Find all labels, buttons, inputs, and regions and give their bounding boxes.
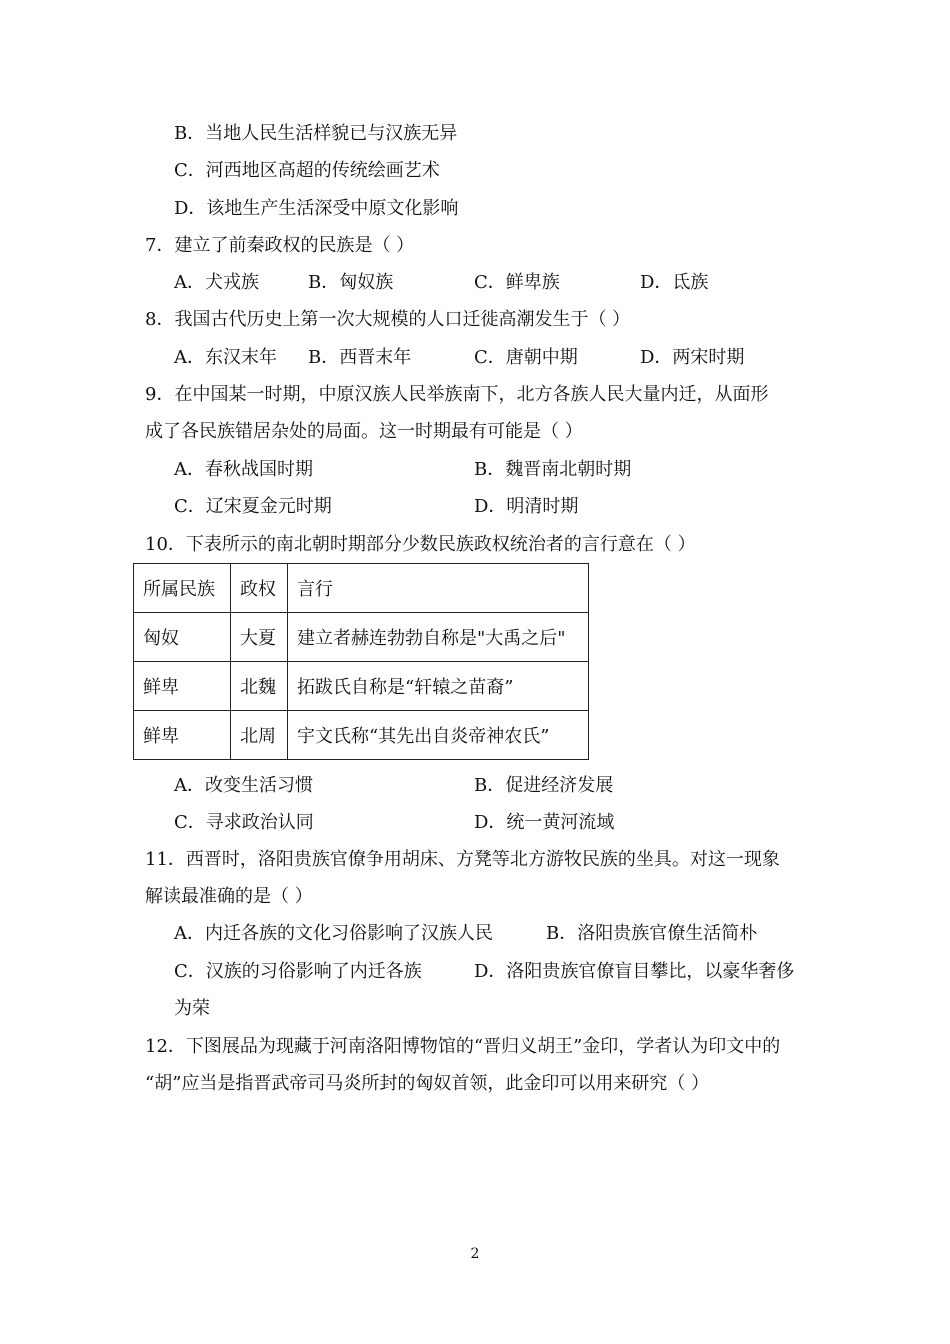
table-row — [134, 662, 589, 711]
q7-option-b: B．匈奴族 — [308, 272, 394, 293]
table-cell: 鲜卑 — [134, 711, 231, 760]
table-cell: 建立者赫连勃勃自称是"大禹之后" — [288, 613, 589, 662]
q8-option-a: A．东汉末年 — [174, 347, 277, 368]
table-cell: 北魏 — [231, 662, 288, 711]
q9-stem-line1: 9．在中国某一时期，中原汉族人民举族南下，北方各族人民大量内迁，从面形 — [145, 384, 769, 405]
q6-option-c: C．河西地区高超的传统绘画艺术 — [174, 160, 440, 181]
q10-option-a: A．改变生活习惯 — [174, 775, 313, 796]
table-cell: 宇文氏称“其先出自炎帝神农氏” — [288, 711, 589, 760]
q11-option-a: A．内迁各族的文化习俗影响了汉族人民 — [174, 923, 493, 944]
q10-option-d: D．统一黄河流域 — [474, 812, 615, 833]
table-row — [134, 613, 589, 662]
table-cell: 拓跋氏自称是“轩辕之苗裔” — [288, 662, 589, 711]
q10-option-c: C．寻求政治认同 — [174, 812, 314, 833]
table-header-cell: 所属民族 — [134, 564, 231, 613]
table-cell: 北周 — [231, 711, 288, 760]
table-header-cell: 言行 — [288, 564, 589, 613]
q10-option-b: B．促进经济发展 — [474, 775, 614, 796]
q9-option-d: D．明清时期 — [474, 496, 579, 517]
table-row — [134, 711, 589, 760]
q11-stem-line1: 11．西晋时，洛阳贵族官僚争用胡床、方凳等北方游牧民族的坐具。对这一现象 — [145, 849, 780, 870]
q12-stem-line1: 12．下图展品为现藏于河南洛阳博物馆的“晋归义胡王”金印，学者认为印文中的 — [145, 1036, 781, 1057]
q9-stem-line2: 成了各民族错居杂处的局面。这一时期最有可能是（ ） — [145, 421, 583, 442]
q6-option-b: B．当地人民生活样貌已与汉族无异 — [174, 123, 458, 144]
table-cell: 大夏 — [231, 613, 288, 662]
q8-option-c: C．唐朝中期 — [474, 347, 578, 368]
page-number: 2 — [470, 1246, 480, 1262]
q9-option-a: A．春秋战国时期 — [174, 459, 313, 480]
q11-stem-line2: 解读最准确的是（ ） — [145, 886, 313, 907]
q8-stem: 8．我国古代历史上第一次大规模的人口迁徙高潮发生于（ ） — [145, 309, 631, 330]
table-cell: 鲜卑 — [134, 662, 231, 711]
q11-option-d-line2: 为荣 — [174, 998, 210, 1019]
q11-option-d-line1: D．洛阳贵族官僚盲目攀比，以豪华奢侈 — [474, 961, 795, 982]
table-cell: 匈奴 — [134, 613, 231, 662]
q7-option-d: D．氐族 — [640, 272, 709, 293]
q9-option-c: C．辽宋夏金元时期 — [174, 496, 332, 517]
q9-option-b: B．魏晋南北朝时期 — [474, 459, 632, 480]
q8-option-b: B．西晋末年 — [308, 347, 412, 368]
q6-option-d: D．该地生产生活深受中原文化影响 — [174, 198, 459, 219]
q12-stem-line2: “胡”应当是指晋武帝司马炎所封的匈奴首领，此金印可以用来研究（ ） — [145, 1073, 710, 1094]
q7-option-a: A．犬戎族 — [174, 272, 259, 293]
q8-option-d: D．两宋时期 — [640, 347, 745, 368]
q10-table — [133, 563, 589, 760]
q11-option-c: C．汉族的习俗影响了内迁各族 — [174, 961, 422, 982]
q10-stem: 10．下表所示的南北朝时期部分少数民族政权统治者的言行意在（ ） — [145, 534, 696, 555]
table-header-cell: 政权 — [231, 564, 288, 613]
table-header-row — [134, 564, 589, 613]
q7-option-c: C．鲜卑族 — [474, 272, 560, 293]
q11-option-b: B．洛阳贵族官僚生活简朴 — [546, 923, 758, 944]
q7-stem: 7．建立了前秦政权的民族是（ ） — [145, 235, 415, 256]
